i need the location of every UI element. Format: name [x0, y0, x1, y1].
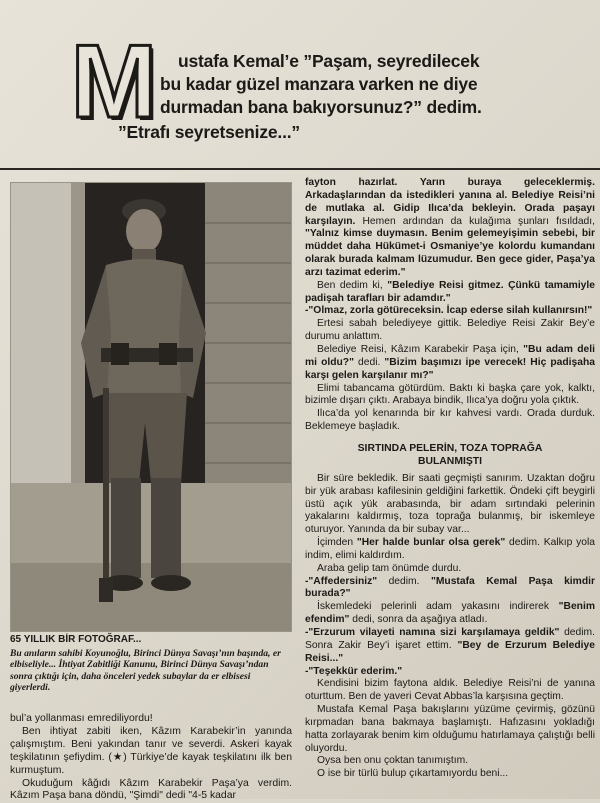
left-paragraph: bul’a yollanması emrediliyordu! [10, 713, 153, 724]
text-run: dedim. [377, 575, 431, 587]
bold-quote: "Mustafa Kemal Paşa kimdir burada?" [305, 575, 595, 600]
historical-photo [10, 182, 292, 632]
bold-quote: "Her halde bunlar olsa gerek" [356, 537, 506, 549]
body-paragraph [305, 177, 595, 280]
left-paragraph: Ben ihtiyat zabiti iken, Kâzım Karabekir’in yanında çalışmıştım. Beni yakından tanır ve severdi. Askeri kayak teşkilatının şefiydim. (★) Türkiye’de kayak teşkilatını ilk ben kurmuştum. [10, 725, 292, 776]
text-run: dedi. [353, 356, 385, 368]
right-text-column [305, 177, 595, 781]
text-run: Hemen ardından da kulağıma şunları fısıldadı, [355, 215, 595, 227]
body-paragraph [305, 666, 595, 679]
subheading-line-2: BULANMIŞTI [417, 455, 483, 467]
bold-quote: -"Olmaz, zorla götüreceksin. İcap ederse silah kullanırsın!" [305, 305, 593, 317]
headline-line-4: ”Etrafı seyretsenize...” [118, 122, 300, 142]
body-paragraph: O ise bir türlü bulup çıkartamıyordu beni... [317, 768, 509, 780]
caption-title: 65 YILLIK BİR FOTOĞRAF... [10, 634, 142, 645]
section-subheading [305, 442, 595, 468]
body-paragraph: Ertesi sabah belediyeye gittik. Belediye Reisi Zakir Bey’e durumu anlattım. [305, 318, 595, 343]
headline-line-3: durmadan bana bakıyorsunuz?” dedim. [160, 97, 482, 117]
bold-quote: "Bey de Erzurum Belediye Reisi..." [305, 639, 595, 664]
text-run: dedi, sonra da aşağıya atladı. [349, 614, 488, 626]
body-paragraph [305, 280, 595, 306]
bold-quote: "Benim efendim" [305, 601, 595, 626]
body-paragraph: Oysa ben onu çoktan tanımıştım. [317, 755, 469, 767]
photo-caption [10, 634, 292, 694]
bold-quote: -"Affedersiniz" [305, 575, 378, 587]
left-text-column [10, 713, 292, 803]
body-paragraph: Ilıca’da yol kenarında bir kır kahvesi vardı. Orada durduk. Beklemeye başladık. [305, 408, 595, 433]
body-paragraph [305, 627, 595, 666]
text-run: İçimden [317, 537, 357, 549]
header-divider [0, 168, 600, 170]
body-paragraph: Mustafa Kemal Paşa bakışlarını yüzüme çevirmiş, gözünü kırpmadan bana bakmaya başlamıştı. Hafızasını yokladığı hatta zorlayarak benim kim olduğumu hatırlamaya çalıştığı belli oluyordu. [305, 704, 595, 754]
headline-line-2: bu kadar güzel manzara varken ne diye [160, 74, 478, 94]
body-paragraph: Bir süre bekledik. Bir saati geçmişti sanırım. Uzaktan doğru bir yük arabası kafilesinin geldiğini farkettik. Öndeki çift beygirli üstü açık yük arabasında, bir adam sırtındaki pelerinin yakalarını kaldırmış, toza toprağa bulanmış, bir iskemleye oturuyor. Yanında da bir subay var... [305, 472, 595, 536]
body-paragraph [305, 601, 595, 627]
caption-text: Bu anıların sahibi Koyunoğlu, Birinci Dünya Savaşı’nın başında, er elbiseliyle... İhtiyat Zabitliği Kanunu, Birinci Dünya Savaşı’ndan sonra çıktığı için, daha önceleri yedek subaylar da er elbisesi giyerlerdi. [10, 647, 281, 694]
body-paragraph [305, 305, 595, 318]
bold-quote: fayton hazırlat. Yarın buraya geleceklermiş. Arkadaşlarından da istedikleri yanına al. Belediye Reisi’ni de mutlaka al. Gidip Ilıca’da bekleyin. Orada paşayı karşılayın. [305, 177, 595, 227]
text-run: dedim. Sonra Zakir Bey’i işaret ettim. [305, 627, 595, 651]
body-paragraph [305, 537, 595, 563]
body-paragraph [305, 344, 595, 383]
body-paragraph: Kendisini bizim faytona aldık. Belediye Reisi’ni de yanına oturttum. Ben de yaveri Cevat Abbas’la karşısına geçtim. [305, 678, 595, 703]
bold-quote: "Bizim başımızı ipe verecek! Hiç padişaha karşı gelen karşılanır mı?" [305, 356, 595, 381]
drop-cap-letter: M [70, 24, 158, 140]
text-run: Belediye Reisi, Kâzım Karabekir Paşa için, [317, 343, 524, 355]
body-paragraph: Araba gelip tam önümde durdu. [317, 562, 462, 574]
text-run: İskemledeki pelerinli adam yakasını indirerek [317, 601, 559, 613]
soldier-photo-illustration [11, 183, 291, 631]
left-paragraph: Okuduğum kâğıdı Kâzım Karabekir Paşa’ya verdim. Kâzım Paşa bana döndü, "Şimdi" dedi "4-5 kadar [10, 777, 292, 802]
bold-quote: "Yalnız kimse duymasın. Benim gelemeyişimin sebebi, bir müddet daha Hükümet-i Osmaniye’ye kolordu kumandanı olarak burada kalmam lüzumudur. Ben gece gider, Paşa’ya arzı tazimat ederim." [305, 228, 595, 278]
article-headline [118, 50, 598, 144]
bold-quote: -"Erzurum vilayeti namına sizi karşılamaya geldik" [305, 627, 560, 638]
bold-quote: -"Teşekkür ederim." [305, 665, 403, 677]
text-run: Ben dedim ki, [317, 279, 388, 291]
body-paragraph: Elimi tabancama götürdüm. Baktı ki başka çare yok, kalktı, bizimle dışarı çıktı. Arabaya bindik, Ilıca’ya doğru yola çıktık. [305, 382, 595, 407]
headline-line-1: ustafa Kemal’e ”Paşam, seyredilecek [178, 51, 480, 71]
bold-quote: "Bu adam deli mi oldu?" [305, 343, 595, 368]
subheading-line-1: SIRTINDA PELERİN, TOZA TOPRAĞA [357, 442, 543, 454]
bold-quote: "Belediye Reisi gitmez. Çünkü tamamiyle padişah tarafları bir adamdır." [305, 279, 595, 304]
body-paragraph [305, 576, 595, 602]
text-run: dedim. Kalkıp yola indim, elimi kaldırdım. [305, 537, 595, 561]
